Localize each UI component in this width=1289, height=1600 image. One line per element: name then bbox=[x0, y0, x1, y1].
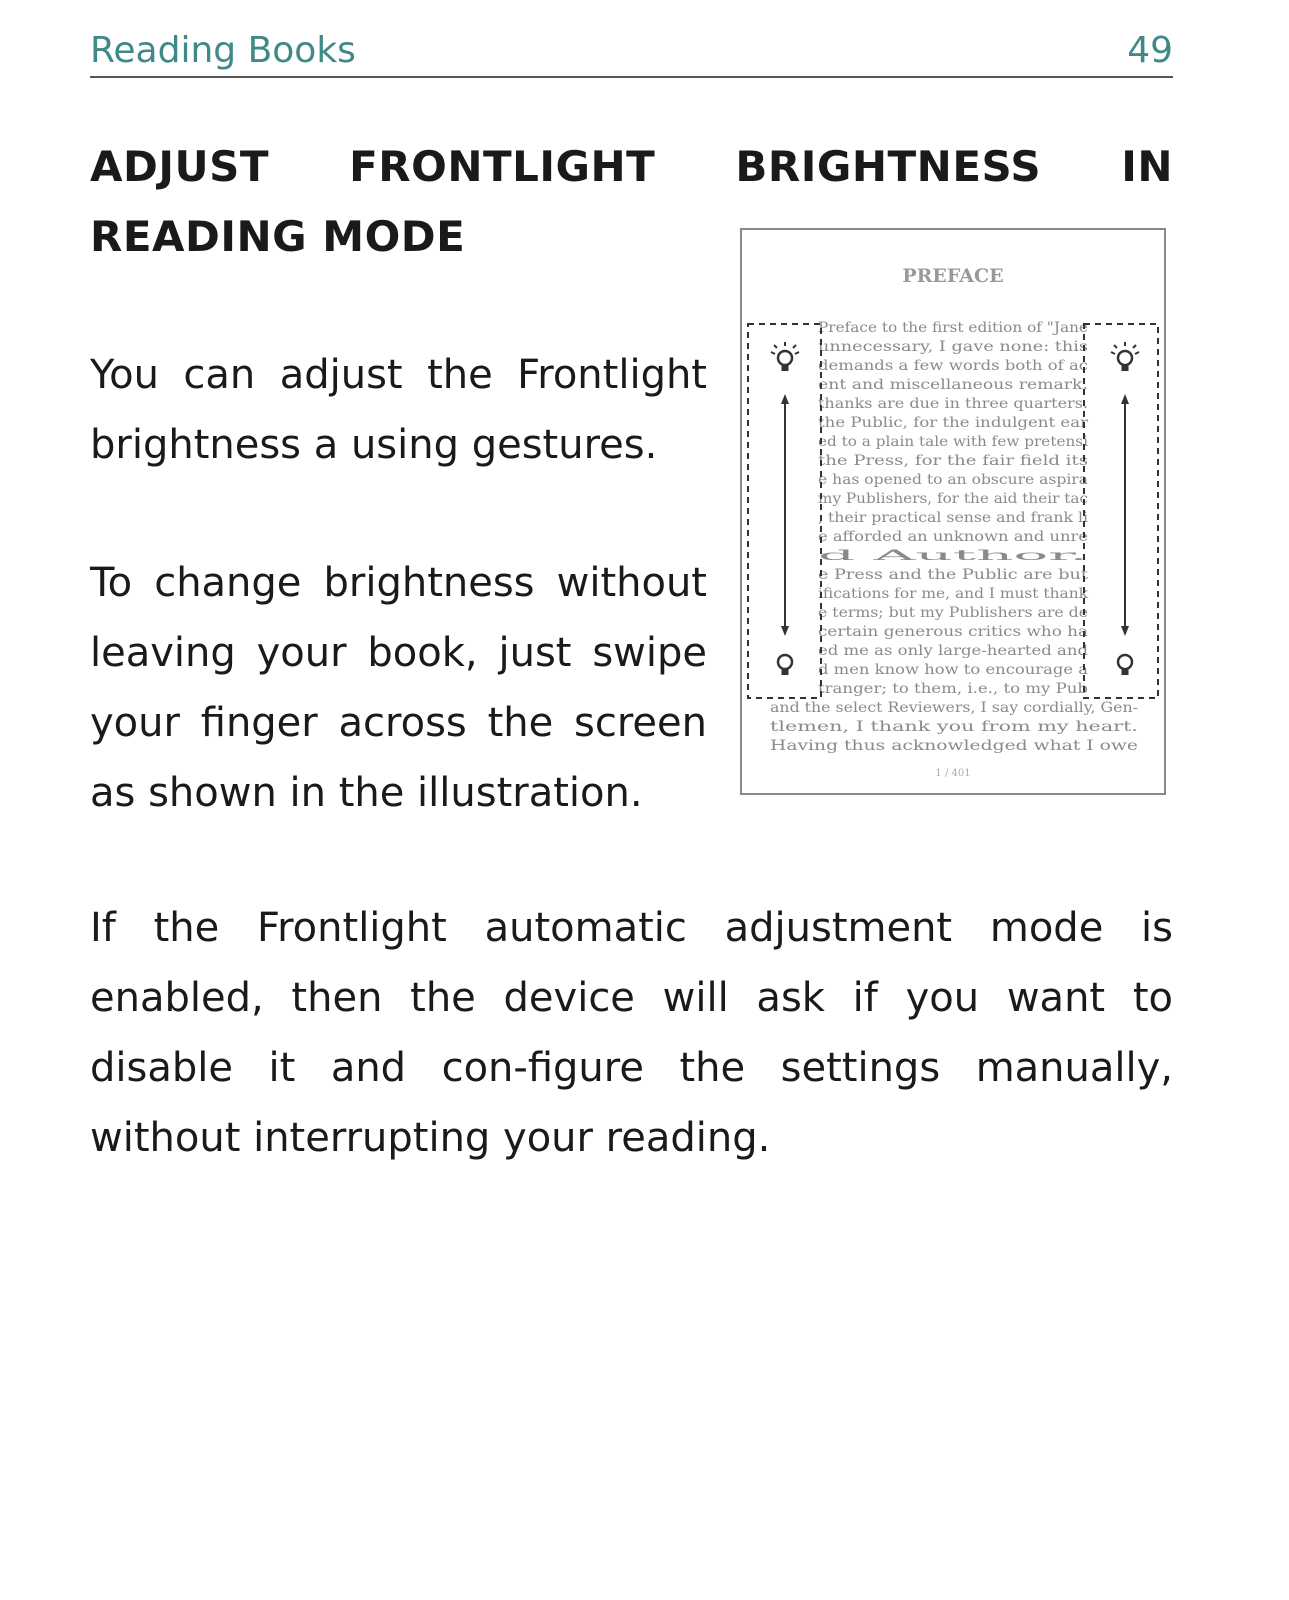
section-title: Reading Books bbox=[90, 30, 356, 71]
illustration-text-line: unnecessary, I gave none: this bbox=[818, 339, 1089, 355]
page-number: 49 bbox=[1127, 30, 1173, 71]
illustration-text-line: e Press and the Public are but bbox=[818, 567, 1089, 583]
illustration-text-line: Having thus acknowledged what I owe bbox=[770, 738, 1139, 754]
illustration-text-line: d men know how to encourage a bbox=[818, 662, 1088, 678]
illustration-text-line: tlemen, I thank you from my heart. bbox=[770, 719, 1138, 735]
illustration-text-line: e afforded an unknown and unre bbox=[818, 529, 1089, 545]
left-brightness-arrow-icon bbox=[781, 394, 789, 636]
illustration-text-line: the Public, for the indulgent ear bbox=[818, 415, 1089, 431]
illustration-text-line: e has opened to an obscure aspira bbox=[818, 472, 1088, 488]
right-bright-bulb-icon bbox=[1111, 342, 1139, 371]
illustration-text-line: ed me as only large-hearted and bbox=[818, 643, 1089, 659]
right-brightness-arrow-icon bbox=[1121, 394, 1129, 636]
left-bright-bulb-icon bbox=[771, 342, 799, 371]
illustration-text-line: ed to a plain tale with few pretensi bbox=[818, 434, 1089, 450]
illustration-heading: PREFACE bbox=[902, 265, 1004, 287]
illustration-text-line: my Publishers, for the aid their tac bbox=[818, 491, 1088, 507]
illustration-text-line: tranger; to them, i.e., to my Pub bbox=[818, 681, 1088, 697]
illustration-text-line: thanks are due in three quarters. bbox=[818, 396, 1088, 412]
paragraph-intro: You can adjust the Frontlight brightness a using gestures. bbox=[90, 352, 707, 468]
illustration-text-line: ifications for me, and I must thank bbox=[818, 586, 1089, 602]
paragraph-instructions: To change brightness without leaving your book, just swipe your finger across the screen as shown in the illustration. bbox=[90, 560, 707, 816]
swipe-illustration bbox=[740, 228, 1166, 795]
illustration-text-line: demands a few words both of ac bbox=[818, 358, 1088, 374]
right-swipe-zone bbox=[1084, 324, 1158, 698]
illustration-text-line: e terms; but my Publishers are de bbox=[818, 605, 1089, 621]
illustration-text-line: the Press, for the fair field its bbox=[818, 453, 1089, 469]
paragraph-auto-mode: If the Frontlight automatic adjustment mode is enabled, then the device will ask if you want to disable it and con-figure the settings manually, without interrupting your reading. bbox=[90, 905, 1173, 1161]
illustration-text-line: Preface to the first edition of "Jane bbox=[818, 320, 1088, 336]
illustration-canvas bbox=[742, 230, 1164, 793]
running-header bbox=[90, 30, 1173, 78]
right-dim-bulb-icon bbox=[1118, 655, 1132, 675]
left-dim-bulb-icon bbox=[778, 655, 792, 675]
illustration-text-line: ent and miscellaneous remark. bbox=[818, 377, 1088, 393]
illustration-text-line: and the select Reviewers, I say cordially, Gen- bbox=[770, 700, 1138, 716]
illustration-text-line: , their practical sense and frank li bbox=[818, 510, 1089, 526]
illustration-text-lines bbox=[770, 320, 1138, 754]
illustration-page-indicator: 1 / 401 bbox=[935, 768, 971, 779]
illustration-text-line: certain generous critics who ha bbox=[818, 624, 1088, 640]
section-heading: ADJUST FRONTLIGHT BRIGHTNESS IN READING MODE bbox=[90, 142, 1173, 261]
illustration-text-line: d Author. bbox=[818, 548, 1088, 564]
